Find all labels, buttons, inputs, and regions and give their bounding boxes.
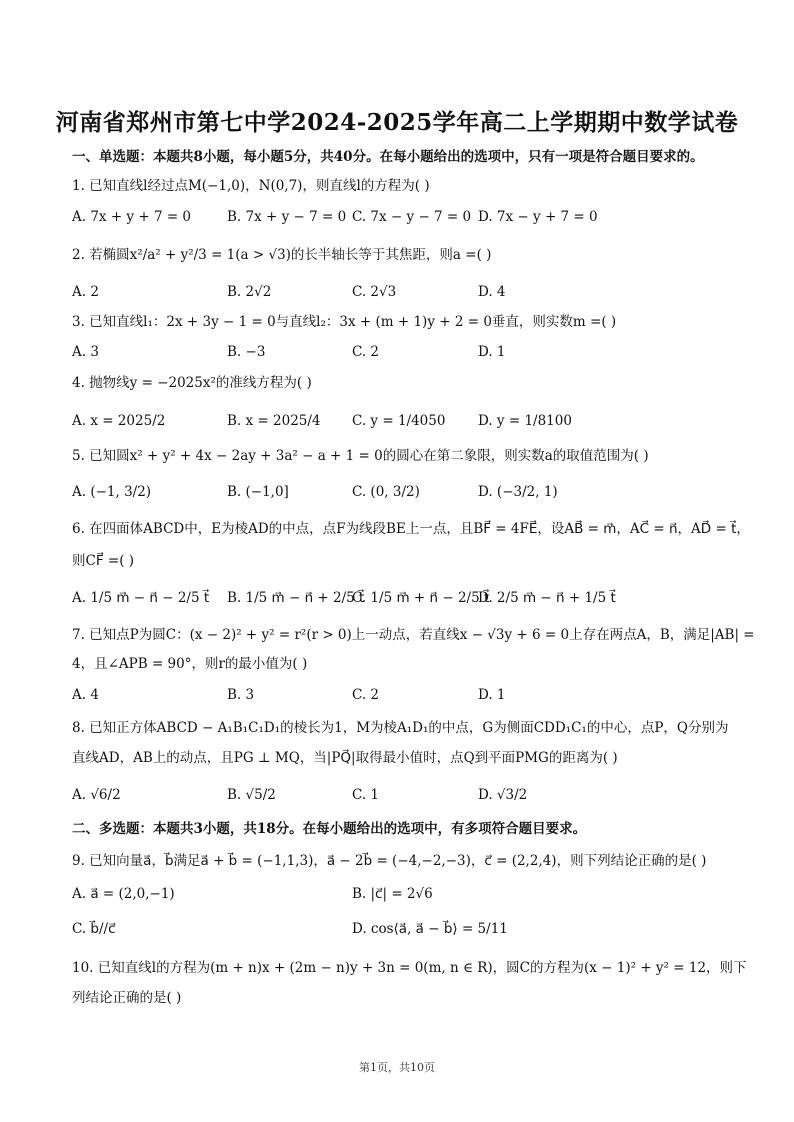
question-7-option-a: A. 4 (72, 687, 99, 703)
question-8-stem: 8. 已知正方体ABCD − A₁B₁C₁D₁的棱长为1，M为棱A₁D₁的中点，G为侧面CDD₁C₁的中心，点P，Q分别为 (72, 720, 729, 736)
question-5-option-d: D. (−3/2, 1) (478, 484, 558, 500)
question-3-option-a: A. 3 (72, 344, 99, 360)
question-6-option-d: D. 2/5 m⃗ − n⃗ + 1/5 t⃗ (478, 590, 616, 606)
question-3-stem: 3. 已知直线l₁：2x + 3y − 1 = 0与直线l₂：3x + (m + 1)y + 2 = 0垂直，则实数m =( ) (72, 314, 617, 330)
question-6-option-b: B. 1/5 m⃗ − n⃗ + 2/5 t⃗ (227, 590, 365, 606)
question-6-stem: 6. 在四面体ABCD中，E为棱AD的中点，点F为线段BE上一点，且BF⃗ = 4FE⃗，设AB⃗ = m⃗，AC⃗ = n⃗，AD⃗ = t⃗， (72, 521, 750, 537)
section-heading-single-choice: 一、单选题：本题共8小题，每小题5分，共40分。在每小题给出的选项中，只有一项是符合题目要求的。 (72, 149, 704, 165)
question-3-option-b: B. −3 (227, 344, 266, 360)
question-2-option-a: A. 2 (72, 284, 99, 300)
question-9-option-a: A. a⃗ = (2,0,−1) (72, 886, 175, 902)
question-9-option-b: B. |c⃗| = 2√6 (352, 886, 433, 902)
question-10-stem: 10. 已知直线l的方程为(m + n)x + (2m − n)y + 3n = 0(m, n ∈ R)，圆C的方程为(x − 1)² + y² = 12，则下 (72, 960, 747, 976)
question-5-option-a: A. (−1, 3/2) (72, 484, 152, 500)
question-6-option-a: A. 1/5 m⃗ − n⃗ − 2/5 t⃗ (72, 590, 210, 606)
question-2-option-c: C. 2√3 (352, 284, 397, 300)
question-4-option-b: B. x = 2025/4 (227, 413, 321, 429)
question-4-option-d: D. y = 1/8100 (478, 413, 572, 429)
question-3-option-c: C. 2 (352, 344, 380, 360)
question-6-stem-continued: 则CF⃗ =( ) (72, 553, 135, 569)
question-7-option-d: D. 1 (478, 687, 506, 703)
question-8-option-b: B. √5/2 (227, 787, 276, 803)
question-3-option-d: D. 1 (478, 344, 506, 360)
question-7-stem-continued: 4，且∠APB = 90°，则r的最小值为( ) (72, 656, 308, 672)
question-1-stem: 1. 已知直线l经过点M(−1,0)，N(0,7)，则直线l的方程为( ) (72, 178, 430, 194)
question-2-option-d: D. 4 (478, 284, 506, 300)
question-8-stem-continued: 直线AD，AB上的动点，且PG ⊥ MQ，当|PQ⃗|取得最小值时，点Q到平面PMG的距离为( ) (72, 750, 618, 766)
question-9-option-d: D. cos⟨a⃗, a⃗ − b⃗⟩ = 5/11 (352, 921, 508, 937)
question-1-option-a: A. 7x + y + 7 = 0 (72, 209, 192, 225)
question-5-option-c: C. (0, 3/2) (352, 484, 420, 500)
question-7-stem: 7. 已知点P为圆C：(x − 2)² + y² = r²(r > 0)上一动点，若直线x − √3y + 6 = 0上存在两点A，B，满足|AB| = (72, 627, 755, 643)
question-4-stem: 4. 抛物线y = −2025x²的准线方程为( ) (72, 375, 312, 391)
question-2-stem: 2. 若椭圆x²/a² + y²/3 = 1(a > √3)的长半轴长等于其焦距，则a =( ) (72, 247, 492, 263)
section-heading-multiple-choice: 二、多选题：本题共3小题，共18分。在每小题给出的选项中，有多项符合题目要求。 (72, 821, 587, 837)
question-7-option-b: B. 3 (227, 687, 255, 703)
question-8-option-c: C. 1 (352, 787, 380, 803)
question-1-option-b: B. 7x + y − 7 = 0 (227, 209, 347, 225)
question-4-option-c: C. y = 1/4050 (352, 413, 446, 429)
question-6-option-c: C. 1/5 m⃗ + n⃗ − 2/5 t⃗ (352, 590, 490, 606)
question-4-option-a: A. x = 2025/2 (72, 413, 166, 429)
question-5-stem: 5. 已知圆x² + y² + 4x − 2ay + 3a² − a + 1 = 0的圆心在第二象限，则实数a的取值范围为( ) (72, 448, 649, 464)
question-2-option-b: B. 2√2 (227, 284, 272, 300)
question-1-option-c: C. 7x − y − 7 = 0 (352, 209, 472, 225)
page-footer: 第1页，共10页 (359, 1061, 435, 1074)
question-10-stem-continued: 列结论正确的是( ) (72, 990, 182, 1006)
question-7-option-c: C. 2 (352, 687, 380, 703)
question-9-stem: 9. 已知向量a⃗，b⃗满足a⃗ + b⃗ = (−1,1,3)，a⃗ − 2b⃗ = (−4,−2,−3)，c⃗ = (2,2,4)，则下列结论正确的是( ) (72, 853, 707, 869)
page-title: 河南省郑州市第七中学2024-2025学年高二上学期期中数学试卷 (55, 109, 739, 136)
question-1-option-d: D. 7x − y + 7 = 0 (478, 209, 598, 225)
question-9-option-c: C. b⃗//c⃗ (72, 921, 116, 937)
question-8-option-a: A. √6/2 (72, 787, 121, 803)
question-8-option-d: D. √3/2 (478, 787, 528, 803)
question-5-option-b: B. (−1,0] (227, 484, 289, 500)
